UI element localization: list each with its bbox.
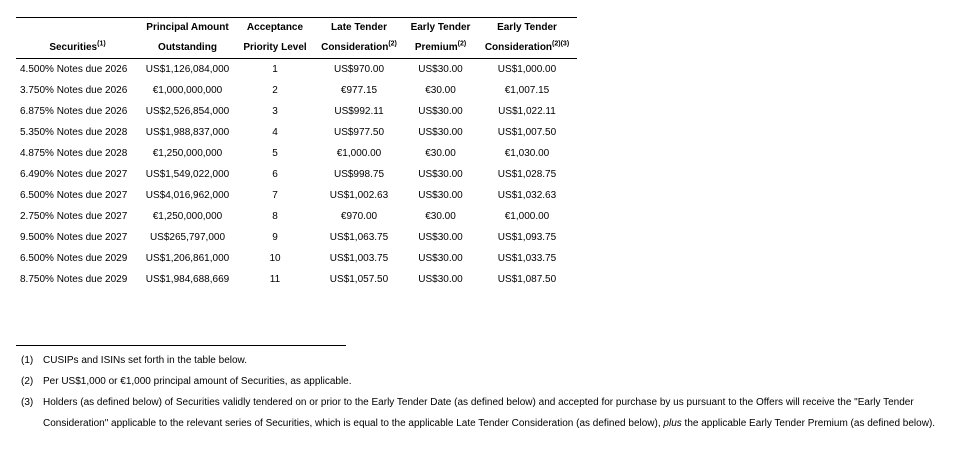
cell-early: US$1,032.63 [497, 190, 557, 201]
cell-priority: 7 [272, 190, 278, 201]
cell-premium: €30.00 [425, 211, 456, 222]
header-principal-line1: Principal Amount [146, 22, 229, 33]
cell-early: €1,007.15 [504, 85, 550, 96]
cell-security: 9.500% Notes due 2027 [20, 232, 128, 243]
footnote-text [43, 392, 946, 434]
cell-early: US$1,028.75 [497, 169, 557, 180]
cell-principal: US$265,797,000 [149, 232, 226, 243]
cell-priority: 3 [272, 106, 278, 117]
header-premium-line2-cell [404, 38, 477, 59]
cell-principal: US$1,984,688,669 [145, 274, 230, 285]
cell-principal: €1,250,000,000 [152, 148, 223, 159]
table-row [16, 101, 577, 122]
cell-early: US$1,093.75 [497, 232, 557, 243]
cell-premium: US$30.00 [418, 253, 463, 264]
cell-security: 6.875% Notes due 2026 [20, 106, 128, 117]
cell-premium: €30.00 [425, 85, 456, 96]
cell-security: 6.490% Notes due 2027 [20, 169, 128, 180]
cell-premium: US$30.00 [418, 64, 463, 75]
header-row-1 [16, 18, 577, 38]
table-row [16, 59, 577, 81]
cell-early: €1,030.00 [504, 148, 550, 159]
table-row [16, 185, 577, 206]
footnote-text: CUSIPs and ISINs set forth in the table below. [43, 355, 247, 366]
header-premium-line2: Premium [414, 42, 458, 53]
cell-premium: US$30.00 [418, 106, 463, 117]
footnote-2 [21, 371, 946, 392]
header-early-line1: Early Tender [497, 22, 557, 33]
cell-early: €1,000.00 [504, 211, 550, 222]
cell-late: US$998.75 [333, 169, 385, 180]
footnote-text-after: the applicable Early Tender Premium (as defined below). [681, 418, 936, 429]
tender-offer-table-container [16, 17, 577, 290]
cell-principal: US$1,206,861,000 [145, 253, 230, 264]
table-row [16, 122, 577, 143]
cell-late: US$977.50 [333, 127, 385, 138]
table-header [16, 18, 577, 59]
header-premium-line1: Early Tender [410, 22, 471, 33]
table-body [16, 59, 577, 291]
footnote-ref: (1) [97, 40, 106, 48]
table-row [16, 206, 577, 227]
header-securities-label: Securities [49, 42, 98, 53]
cell-priority: 10 [269, 253, 281, 264]
header-late-line1: Late Tender [331, 22, 387, 33]
cell-security: 2.750% Notes due 2027 [20, 211, 128, 222]
cell-priority: 1 [272, 64, 278, 75]
cell-premium: US$30.00 [418, 169, 463, 180]
cell-principal: US$1,549,022,000 [145, 169, 230, 180]
table-row [16, 248, 577, 269]
cell-premium: US$30.00 [418, 274, 463, 285]
cell-principal: US$4,016,962,000 [145, 190, 230, 201]
cell-late: US$1,002.63 [329, 190, 389, 201]
cell-principal: US$1,126,084,000 [145, 64, 230, 75]
cell-premium: US$30.00 [418, 127, 463, 138]
tender-offer-table [16, 18, 577, 290]
cell-security: 4.500% Notes due 2026 [20, 64, 128, 75]
cell-early: US$1,087.50 [497, 274, 557, 285]
cell-late: €1,000.00 [336, 148, 382, 159]
cell-early: US$1,022.11 [498, 106, 556, 117]
footnote-ref: (2) [457, 40, 467, 48]
cell-late: US$992.11 [334, 106, 384, 117]
cell-principal: US$2,526,854,000 [145, 106, 230, 117]
footnote-number: (1) [21, 355, 34, 366]
cell-principal: US$1,988,837,000 [145, 127, 230, 138]
header-late-line2-cell [314, 38, 404, 59]
cell-premium: US$30.00 [418, 232, 463, 243]
table-row [16, 164, 577, 185]
cell-principal: €1,250,000,000 [152, 211, 223, 222]
cell-priority: 8 [272, 211, 278, 222]
cell-security: 4.875% Notes due 2028 [20, 148, 128, 159]
footnote-emphasis: plus [663, 418, 682, 429]
header-acceptance-line1: Acceptance [246, 22, 304, 33]
footnote-1 [21, 350, 946, 371]
cell-priority: 6 [272, 169, 278, 180]
cell-late: US$1,003.75 [329, 253, 389, 264]
table-row [16, 269, 577, 290]
table-row [16, 227, 577, 248]
cell-principal: €1,000,000,000 [152, 85, 223, 96]
header-row-2 [16, 38, 577, 59]
table-row [16, 143, 577, 164]
cell-security: 5.350% Notes due 2028 [20, 127, 128, 138]
cell-early: US$1,033.75 [497, 253, 557, 264]
cell-premium: US$30.00 [418, 190, 463, 201]
cell-priority: 4 [272, 127, 278, 138]
header-acceptance-line2: Priority Level [236, 38, 314, 59]
cell-security: 8.750% Notes due 2029 [20, 274, 128, 285]
cell-priority: 11 [269, 274, 281, 285]
footnote-ref: (2) [388, 40, 397, 48]
cell-security: 6.500% Notes due 2027 [20, 190, 128, 201]
cell-late: US$970.00 [333, 64, 385, 75]
cell-late: €970.00 [340, 211, 378, 222]
cell-security: 3.750% Notes due 2026 [20, 85, 128, 96]
cell-security: 6.500% Notes due 2029 [20, 253, 128, 264]
cell-priority: 2 [272, 85, 278, 96]
footnote-number: (2) [21, 376, 34, 387]
footnote-3 [21, 392, 946, 434]
header-early-line2: Consideration [484, 42, 553, 53]
header-securities [16, 38, 139, 59]
footnote-number: (3) [21, 397, 34, 408]
footnotes [21, 350, 946, 434]
cell-late: US$1,057.50 [329, 274, 389, 285]
header-late-line2: Consideration [321, 42, 389, 53]
cell-priority: 9 [272, 232, 278, 243]
header-principal-line2: Outstanding [139, 38, 236, 59]
footnote-text: Per US$1,000 or €1,000 principal amount of Securities, as applicable. [43, 376, 352, 387]
cell-late: US$1,063.75 [329, 232, 389, 243]
footnote-separator [16, 345, 346, 346]
table-row [16, 80, 577, 101]
header-early-line2-cell [477, 38, 577, 59]
cell-priority: 5 [272, 148, 278, 159]
footnote-ref: (2)(3) [552, 40, 570, 48]
cell-early: US$1,007.50 [497, 127, 557, 138]
cell-early: US$1,000.00 [497, 64, 557, 75]
cell-late: €977.15 [340, 85, 378, 96]
header-securities-blank [16, 18, 139, 38]
cell-premium: €30.00 [425, 148, 456, 159]
footnote-text-before: Holders (as defined below) of Securities validly tendered on or prior to the Early Tender Date (as defined below) and accepted for purchase by us pursuant to the Offers will receive the "Early Tender Consideration" applicable to the relevant series of Securities, which is equal to the applicable Late Tender Consideration (as defined below), [43, 397, 914, 429]
